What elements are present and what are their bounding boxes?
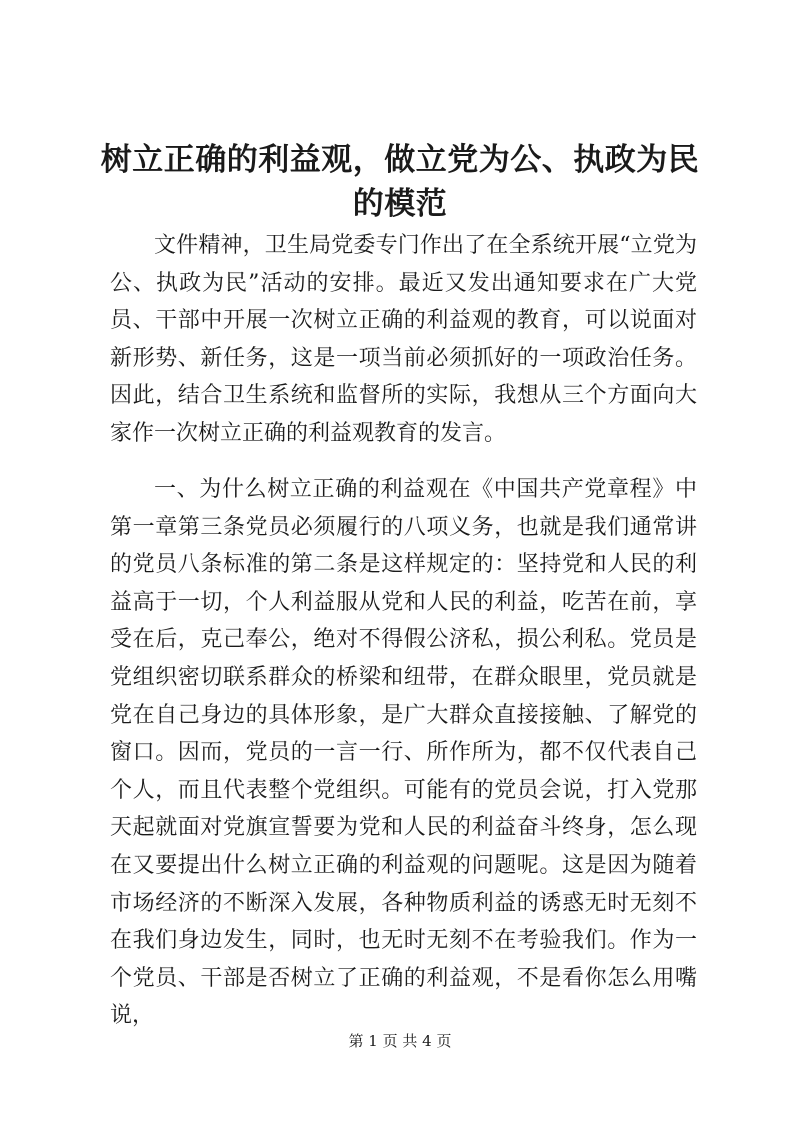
page-number-footer: 第 1 页 共 4 页 <box>348 1032 452 1050</box>
body-paragraph-2: 一、为什么树立正确的利益观在《中国共产党章程》中第一章第三条党员必须履行的八项义务，也就是我们通常讲的党员八条标准的第二条是这样规定的：坚持党和人民的利益高于一切，个人利益服从党和人民的利益，吃苦在前，享受在后，克己奉公，绝对不得假公济私，损公利私。党员是党组织密切联系群众的桥梁和纽带，在群众眼里，党员就是党在自己身边的具体形象，是广大群众直接接触、了解党的窗口。因而，党员的一言一行、所作所为，都不仅代表自己个人，而且代表整个党组织。可能有的党员会说，打入党那天起就面对党旗宣誓要为党和人民的利益奋斗终身，怎么现在又要提出什么树立正确的利益观的问题呢。这是因为随着市场经济的不断深入发展，各种物质利益的诱惑无时无刻不在我们身边发生，同时，也无时无刻不在考验我们。作为一个党员、干部是否树立了正确的利益观，不是看你怎么用嘴说， <box>110 477 697 1029</box>
body-paragraph-1: 文件精神，卫生局党委专门作出了在全系统开展“立党为公、执政为民”活动的安排。最近又发出通知要求在广大党员、干部中开展一次树立正确的利益观的教育，可以说面对新形势、新任务，这是一项当前必须抓好的一项政治任务。因此，结合卫生系统和监督所的实际，我想从三个方面向大家作一次树立正确的利益观教育的发言。 <box>110 233 697 446</box>
document-title: 树立正确的利益观，做立党为公、执政为民的模范 <box>100 142 700 222</box>
